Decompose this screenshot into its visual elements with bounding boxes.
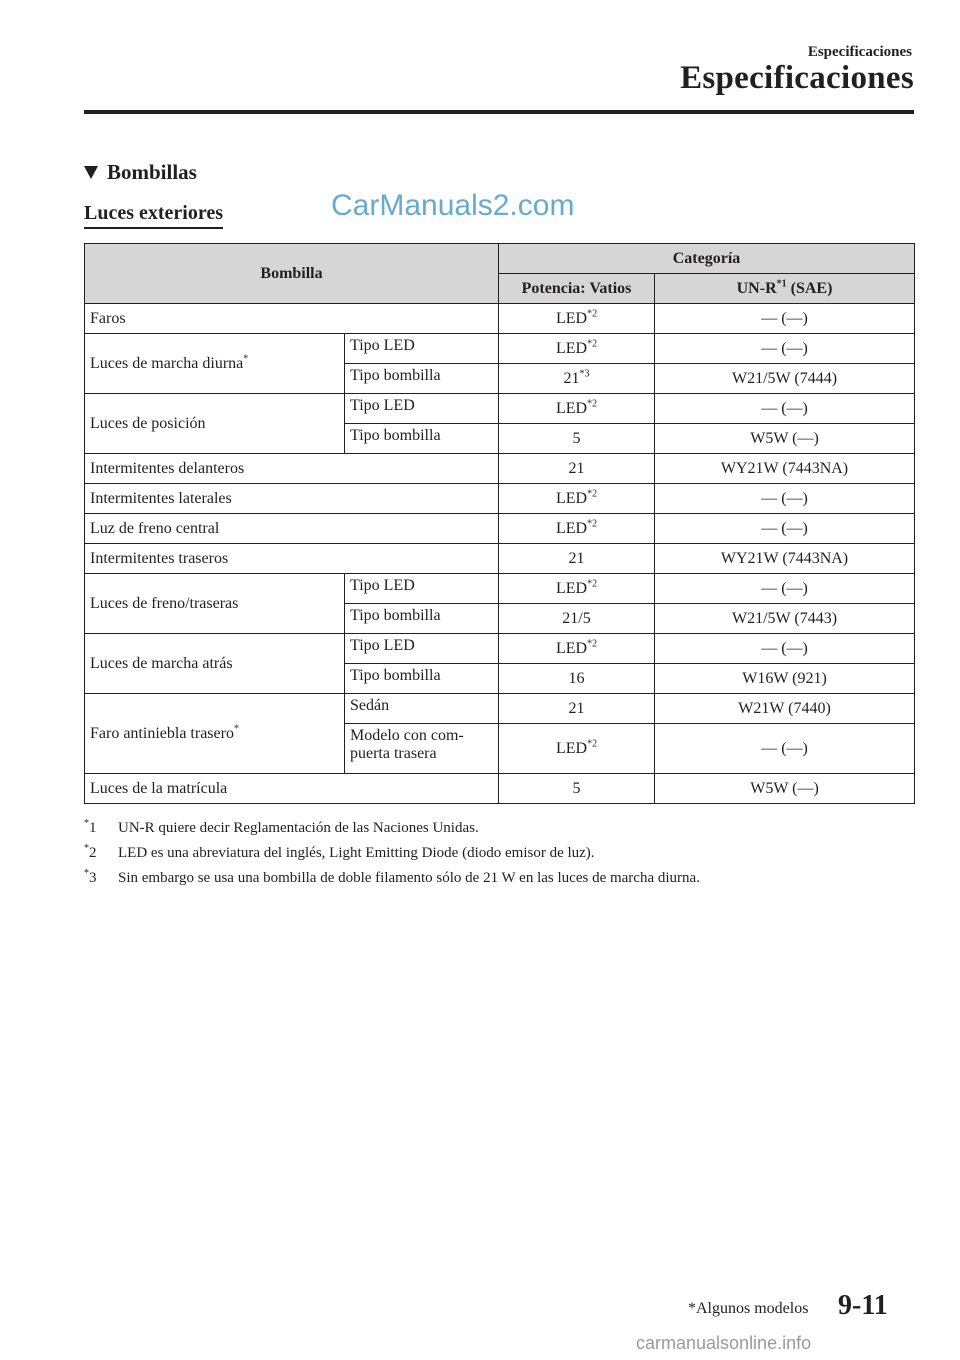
bulb-name: Luz de freno central — [85, 514, 499, 544]
bulb-name: Luces de freno/traseras — [85, 574, 345, 634]
bulb-name: Faro antiniebla trasero* — [85, 694, 345, 774]
bulb-type: Tipo bombilla — [345, 604, 499, 634]
table-row — [85, 454, 915, 484]
power-value: LED$^{*2}$ — [499, 304, 655, 334]
footer-note: *Algunos modelos — [688, 1300, 809, 1317]
bulb-type: Tipo bombilla — [345, 664, 499, 694]
table-body — [85, 304, 915, 804]
unr-value: W5W (—) — [655, 774, 915, 804]
footnote — [84, 820, 479, 837]
bulb-type: Tipo LED — [345, 394, 499, 424]
table-row — [85, 694, 915, 724]
unr-value: WY21W (7443NA) — [655, 544, 915, 574]
footnote-mark: *3 — [84, 868, 97, 886]
power-value: LED$^{*2}$ — [499, 574, 655, 604]
running-header-large: Especificaciones — [680, 60, 914, 96]
footnote — [84, 845, 595, 862]
watermark-bottom: carmanualsonline.info — [636, 1333, 812, 1353]
power-value: LED$^{*2}$ — [499, 724, 655, 774]
bulb-type: Tipo bombilla — [345, 424, 499, 454]
footnote-text: Sin embargo se usa una bombilla de doble filamento sólo de 21 W en las luces de marcha diurna. — [118, 870, 700, 886]
power-value: LED$^{*2}$ — [499, 334, 655, 364]
page-number: 9-11 — [838, 1290, 888, 1321]
unr-value: W16W (921) — [655, 664, 915, 694]
footnote-mark: *1 — [84, 818, 97, 836]
power-value: 21 — [499, 454, 655, 484]
bulb-name: Luces de marcha diurna* — [85, 334, 345, 394]
bulb-type: Tipo LED — [345, 334, 499, 364]
header-category: Categoría — [499, 244, 915, 274]
unr-value: — (—) — [655, 334, 915, 364]
bulb-name: Intermitentes delanteros — [85, 454, 499, 484]
bulb-name: Intermitentes traseros — [85, 544, 499, 574]
table-row — [85, 634, 915, 664]
bulb-name: Luces de marcha atrás — [85, 634, 345, 694]
bulb-type: Sedán — [345, 694, 499, 724]
unr-value: W21/5W (7443) — [655, 604, 915, 634]
table-row — [85, 334, 915, 364]
power-value: LED$^{*2}$ — [499, 514, 655, 544]
power-value: LED$^{*2}$ — [499, 484, 655, 514]
bulb-type: Tipo bombilla — [345, 364, 499, 394]
footnote-text: UN-R quiere decir Reglamentación de las Naciones Unidas. — [118, 820, 479, 836]
watermark-top: CarManuals2.com — [331, 189, 575, 222]
power-value: LED$^{*2}$ — [499, 394, 655, 424]
power-value: 21/5 — [499, 604, 655, 634]
power-value: 21 — [499, 694, 655, 724]
bulb-name: Intermitentes laterales — [85, 484, 499, 514]
table-row — [85, 394, 915, 424]
header-bulb: Bombilla — [85, 244, 499, 304]
power-value: LED$^{*2}$ — [499, 634, 655, 664]
bulb-name: Luces de posición — [85, 394, 345, 454]
unr-value: — (—) — [655, 394, 915, 424]
unr-value: — (—) — [655, 724, 915, 774]
table-row — [85, 574, 915, 604]
unr-value: — (—) — [655, 484, 915, 514]
unr-value: — (—) — [655, 514, 915, 544]
power-value: 5 — [499, 424, 655, 454]
unr-value: WY21W (7443NA) — [655, 454, 915, 484]
triangle-bullet-icon — [84, 166, 98, 179]
table-row — [85, 774, 915, 804]
header-unr: $UN-R^{*1}$ (SAE) — [655, 274, 915, 304]
footnote — [84, 870, 700, 887]
bulb-type: Tipo LED — [345, 634, 499, 664]
footnote-text: LED es una abreviatura del inglés, Light Emitting Diode (diodo emisor de luz). — [118, 845, 595, 861]
power-value: 5 — [499, 774, 655, 804]
unr-value: W5W (—) — [655, 424, 915, 454]
unr-value: — (—) — [655, 634, 915, 664]
header-rule — [84, 110, 914, 114]
section-heading — [84, 160, 197, 185]
subsection-heading: Luces exteriores — [84, 202, 223, 229]
table-row — [85, 514, 915, 544]
bulb-name: Luces de la matrícula — [85, 774, 499, 804]
table-row — [85, 304, 915, 334]
bulb-type: Modelo con com- puerta trasera — [345, 724, 499, 774]
bulb-name: Faros — [85, 304, 499, 334]
unr-value: — (—) — [655, 574, 915, 604]
power-value: 21 — [499, 544, 655, 574]
footnote-mark: *2 — [84, 843, 97, 861]
unr-value: W21/5W (7444) — [655, 364, 915, 394]
bulb-type: Tipo LED — [345, 574, 499, 604]
bulb-spec-table — [84, 243, 915, 804]
running-header-small: Especificaciones — [807, 44, 912, 60]
table-row — [85, 484, 915, 514]
table-row — [85, 544, 915, 574]
power-value: 21$^{*3}$ — [499, 364, 655, 394]
power-value: 16 — [499, 664, 655, 694]
header-power: Potencia: Vatios — [499, 274, 655, 304]
section-title: Bombillas — [107, 160, 197, 184]
unr-value: W21W (7440) — [655, 694, 915, 724]
unr-value: — (—) — [655, 304, 915, 334]
